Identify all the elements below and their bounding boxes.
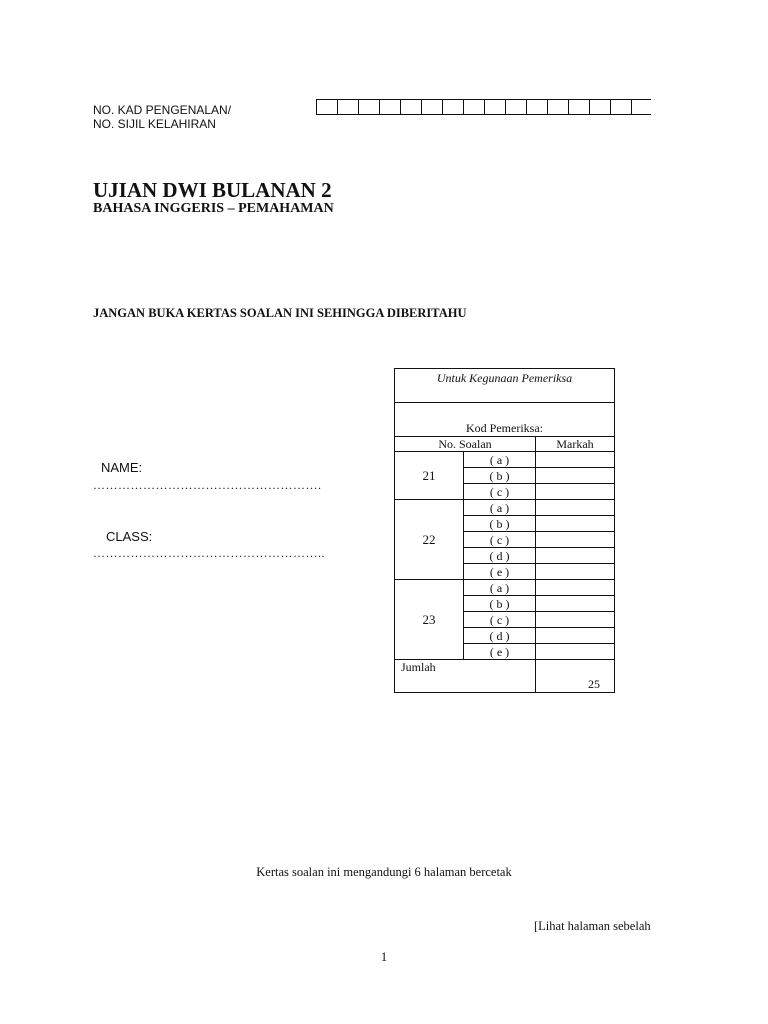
pages-note: Kertas soalan ini mengandungi 6 halaman bercetak: [256, 865, 512, 879]
col-header-soalan: No. Soalan: [395, 437, 536, 452]
question-part: ( b ): [464, 468, 536, 484]
question-part: ( a ): [464, 580, 536, 596]
question-part: ( e ): [464, 564, 536, 580]
id-label-line2: NO. SIJIL KELAHIRAN: [93, 117, 216, 131]
id-digit-box-open[interactable]: [631, 99, 651, 115]
col-header-markah: Markah: [536, 437, 615, 452]
question-number: 22: [395, 500, 464, 580]
exam-title: UJIAN DWI BULANAN 2: [93, 178, 332, 202]
total-label: Jumlah: [395, 660, 536, 693]
id-number-label: [93, 103, 231, 131]
total-value: 25: [536, 660, 615, 693]
name-field[interactable]: ……………………………………………….: [93, 478, 322, 492]
question-part: ( b ): [464, 596, 536, 612]
mark-cell[interactable]: [536, 564, 615, 580]
id-digit-box[interactable]: [547, 99, 569, 115]
examiner-header: Untuk Kegunaan Pemeriksa: [395, 369, 615, 403]
id-digit-box[interactable]: [442, 99, 464, 115]
id-digit-box[interactable]: [610, 99, 632, 115]
id-digit-box[interactable]: [526, 99, 548, 115]
id-digit-box[interactable]: [316, 99, 338, 115]
name-label: NAME:: [101, 460, 143, 475]
question-part: ( e ): [464, 644, 536, 660]
examiner-code-label: Kod Pemeriksa:: [395, 403, 615, 437]
mark-cell[interactable]: [536, 484, 615, 500]
id-digit-box[interactable]: [589, 99, 611, 115]
mark-cell[interactable]: [536, 628, 615, 644]
id-digit-box[interactable]: [337, 99, 359, 115]
question-part: ( c ): [464, 532, 536, 548]
id-digit-box[interactable]: [400, 99, 422, 115]
next-page-note: [Lihat halaman sebelah: [534, 919, 651, 933]
mark-cell[interactable]: [536, 516, 615, 532]
mark-cell[interactable]: [536, 452, 615, 468]
class-field[interactable]: ………………………………………………..: [93, 546, 325, 560]
mark-cell[interactable]: [536, 612, 615, 628]
question-part: ( c ): [464, 612, 536, 628]
mark-cell[interactable]: [536, 500, 615, 516]
mark-cell[interactable]: [536, 596, 615, 612]
question-part: ( d ): [464, 628, 536, 644]
question-part: ( c ): [464, 484, 536, 500]
mark-cell[interactable]: [536, 644, 615, 660]
question-number: 23: [395, 580, 464, 660]
id-digit-box[interactable]: [421, 99, 443, 115]
page-number: 1: [380, 950, 388, 964]
question-part: ( d ): [464, 548, 536, 564]
id-digit-box[interactable]: [505, 99, 527, 115]
id-label-line1: NO. KAD PENGENALAN/: [93, 103, 232, 117]
exam-subtitle: BAHASA INGGERIS – PEMAHAMAN: [93, 201, 334, 216]
id-digit-box[interactable]: [484, 99, 506, 115]
id-digit-box[interactable]: [358, 99, 380, 115]
question-number: 21: [395, 452, 464, 500]
mark-cell[interactable]: [536, 468, 615, 484]
id-digit-box[interactable]: [379, 99, 401, 115]
mark-cell[interactable]: [536, 580, 615, 596]
mark-cell[interactable]: [536, 532, 615, 548]
id-digit-box[interactable]: [463, 99, 485, 115]
question-part: ( a ): [464, 452, 536, 468]
question-part: ( a ): [464, 500, 536, 516]
exam-warning: JANGAN BUKA KERTAS SOALAN INI SEHINGGA DIBERITAHU: [93, 306, 467, 320]
class-label: CLASS:: [106, 529, 153, 544]
question-part: ( b ): [464, 516, 536, 532]
id-number-boxes[interactable]: [316, 99, 651, 115]
id-digit-box[interactable]: [568, 99, 590, 115]
mark-cell[interactable]: [536, 548, 615, 564]
examiner-table: [394, 368, 615, 693]
